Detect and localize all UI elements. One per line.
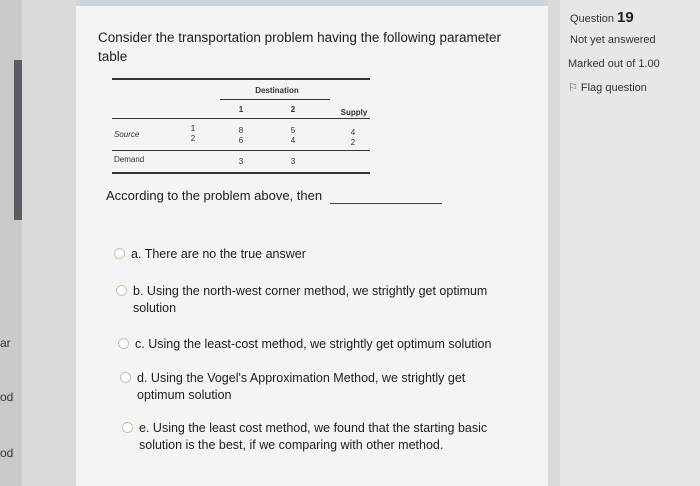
destination-header: Destination [255,86,299,95]
cost-cell: 8 [238,126,244,135]
nav-fragment: od [0,390,14,404]
option-text: Using the Vogel's Approximation Method, we strightly get optimum solution [137,371,466,402]
table-rule-dest [220,99,330,100]
demand-cell: 3 [290,157,296,166]
demand-cell: 3 [238,157,244,166]
option-d[interactable] [120,370,480,404]
left-nav-strip [0,0,22,486]
dest-col-2: 2 [290,105,296,114]
question-text: Consider the transportation problem having the following parameter table [98,30,501,64]
radio-button[interactable] [114,248,125,259]
radio-button[interactable] [122,422,133,433]
table-rule-bottom [112,172,370,174]
option-letter: d. [137,371,148,385]
supply-cell: 2 [350,138,356,147]
source-row-2: 2 [190,134,196,143]
nav-fragment: od [0,446,14,460]
answer-status: Not yet answered [570,34,656,46]
question-card [76,0,548,486]
flag-label: Flag question [580,81,647,94]
question-label: Question [570,13,615,25]
radio-button[interactable] [120,372,131,383]
flag-question-link[interactable] [568,81,647,94]
option-letter: a. [131,247,142,261]
cost-cell: 6 [238,136,244,145]
demand-label: Demand [114,155,145,164]
table-rule-header [112,118,370,119]
option-a[interactable] [114,246,514,263]
option-letter: c. [135,337,145,351]
radio-button[interactable] [118,338,129,349]
supply-cell: 4 [350,128,356,137]
card-top-border [76,0,548,6]
option-letter: e. [139,421,150,435]
source-row-1: 1 [190,124,196,133]
table-rule-top [112,78,370,80]
cost-cell: 5 [290,126,296,135]
marks-info: Marked out of 1.00 [568,58,660,70]
option-text: Using the least cost method, we found that the starting basic solution is the best, if we comparing with other method. [139,421,488,452]
question-stem: According to the problem above, then [106,188,323,203]
parameter-table [112,76,372,178]
source-label: Source [114,130,140,139]
supply-header: Supply [340,108,368,117]
flag-icon: ⚐ [568,82,578,94]
answer-blank [330,203,442,204]
option-e[interactable] [122,420,502,454]
option-text: Using the north-west corner method, we strightly get optimum solution [133,284,488,315]
table-rule-body [112,150,370,151]
nav-fragment: ar [0,336,11,350]
radio-button[interactable] [116,285,127,296]
cost-cell: 4 [290,136,296,145]
question-info-panel [560,0,700,486]
dest-col-1: 1 [238,105,244,114]
option-text: Using the least-cost method, we strightly get optimum solution [148,337,492,351]
left-scroll-indicator [14,60,22,220]
question-number: 19 [617,9,634,26]
question-number-label [570,9,634,26]
option-b[interactable] [116,283,511,317]
option-letter: b. [133,284,144,298]
option-c[interactable] [118,336,518,353]
option-text: There are no the true answer [144,247,306,261]
